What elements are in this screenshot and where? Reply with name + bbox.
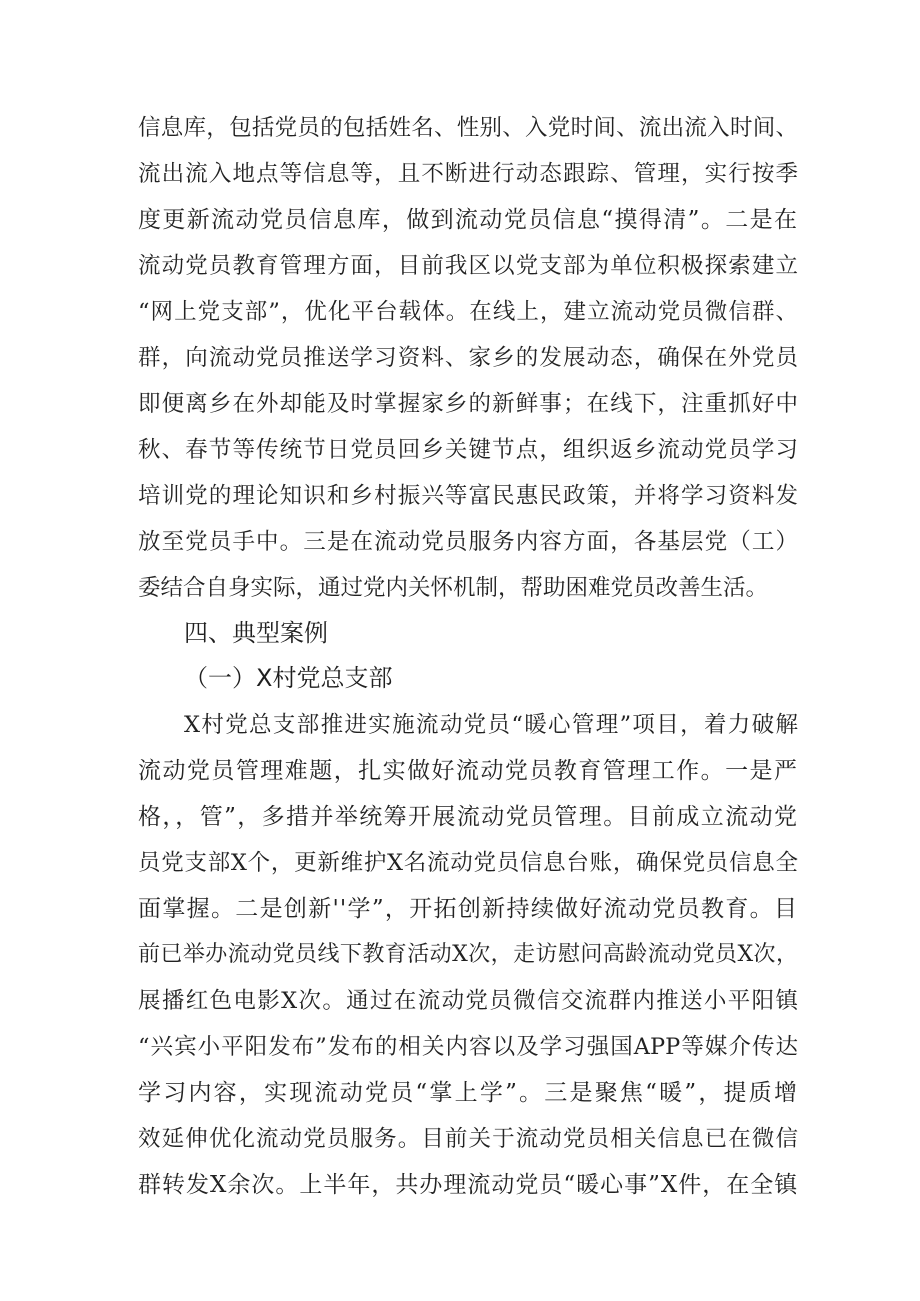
paragraph-line: “兴宾小平阳发布”发布的相关内容以及学习强国APP等媒介传达 (138, 1034, 798, 1060)
subsection-heading: （一）X村党总支部 (184, 664, 393, 692)
paragraph-line: 格，，管”，多措并举统筹开展流动党员管理。目前成立流动党 (138, 804, 798, 830)
paragraph-line: 面掌握。二是创新''学”，开拓创新持续做好流动党员教育。目 (138, 896, 798, 922)
paragraph-line: 信息库，包括党员的包括姓名、性别、入党时间、流出流入时间、 (138, 115, 798, 141)
paragraph-line: 培训党的理论知识和乡村振兴等富民惠民政策，并将学习资料发 (138, 483, 798, 509)
paragraph-line: 学习内容，实现流动党员“掌上学”。三是聚焦“暖”，提质增 (138, 1080, 798, 1106)
paragraph-line: 放至党员手中。三是在流动党员服务内容方面，各基层党（工） (138, 529, 798, 555)
paragraph-line: 委结合自身实际，通过党内关怀机制，帮助困难党员改善生活。 (138, 575, 769, 601)
paragraph-line: 员党支部X个，更新维护X名流动党员信息台账，确保党员信息全 (138, 850, 798, 876)
paragraph-line: 流动党员教育管理方面，目前我区以党支部为单位积极探索建立 (138, 253, 798, 279)
paragraph-line: 秋、春节等传统节日党员回乡关键节点，组织返乡流动党员学习 (138, 437, 798, 463)
paragraph-line: 即便离乡在外却能及时掌握家乡的新鲜事；在线下，注重抓好中 (138, 391, 798, 417)
paragraph-line: 前已举办流动党员线下教育活动X次，走访慰问高龄流动党员X次， (138, 942, 798, 967)
paragraph-line: 效延伸优化流动党员服务。目前关于流动党员相关信息已在微信 (138, 1126, 798, 1152)
paragraph-line: “网上党支部”，优化平台载体。在线上，建立流动党员微信群、 (138, 299, 798, 325)
paragraph-line: 展播红色电影X次。通过在流动党员微信交流群内推送小平阳镇 (138, 988, 798, 1014)
paragraph-line: 群，向流动党员推送学习资料、家乡的发展动态，确保在外党员 (138, 345, 798, 371)
paragraph-line: X村党总支部推进实施流动党员“暖心管理”项目，着力破解 (184, 712, 798, 738)
paragraph-line: 流动党员管理难题，扎实做好流动党员教育管理工作。一是严 (138, 758, 798, 784)
paragraph-line: 群转发X余次。上半年，共办理流动党员“暖心事”X件，在全镇 (138, 1172, 799, 1198)
section-heading: 四、典型案例 (184, 619, 328, 647)
paragraph-line: 度更新流动党员信息库，做到流动党员信息“摸得清”。二是在 (138, 207, 798, 233)
paragraph-line: 流出流入地点等信息等，且不断进行动态跟踪、管理，实行按季 (138, 161, 798, 187)
